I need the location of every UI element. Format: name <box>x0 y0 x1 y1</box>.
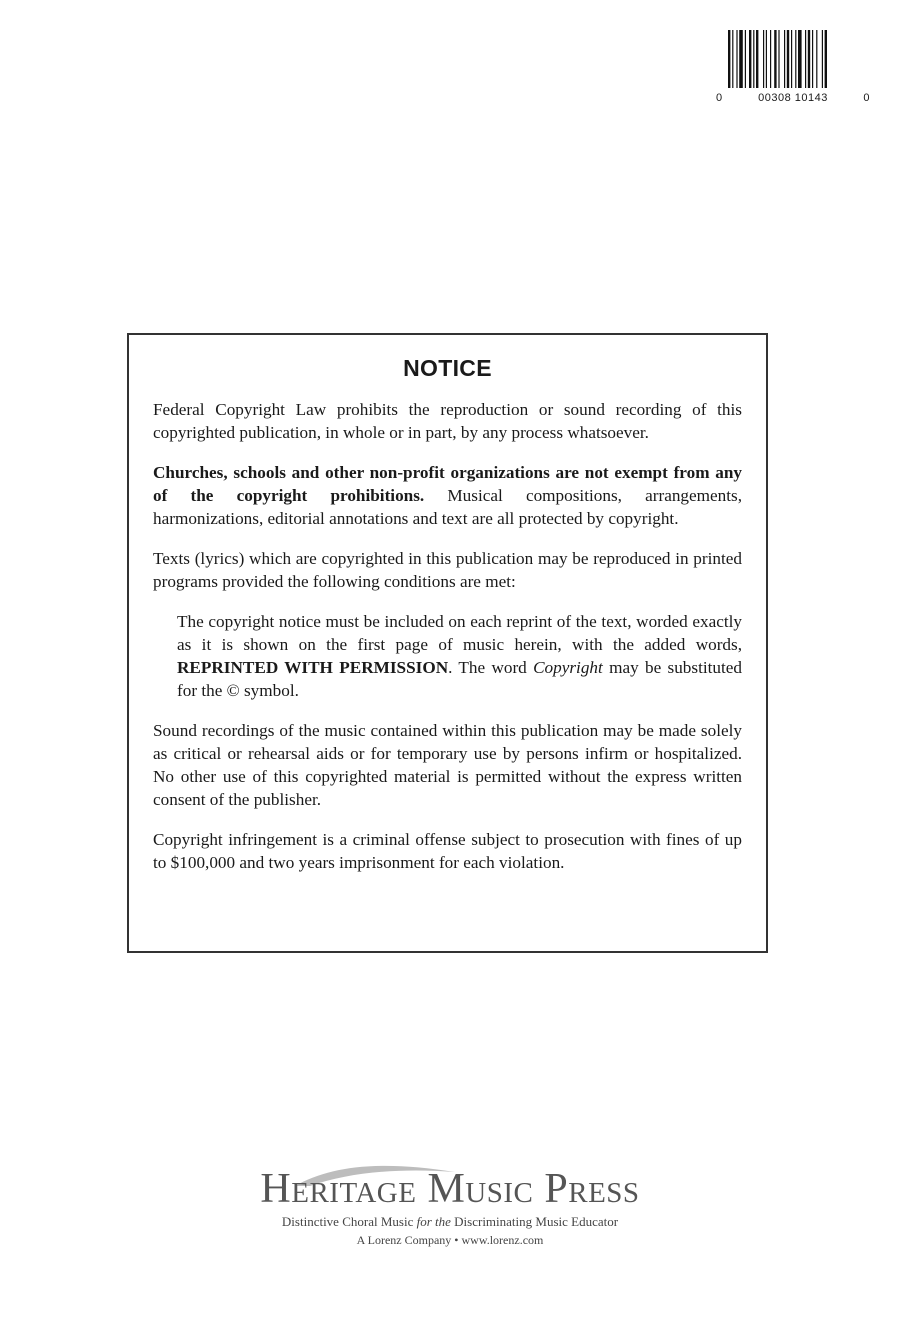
organizations-text: Musical compositions, arrangements, harmonizations, editorial annotations and text are all protected by copyright. <box>153 486 742 528</box>
notice-paragraph-conditions <box>153 610 742 702</box>
copyright-word: Copyright <box>533 658 603 677</box>
publisher-contact: A Lorenz Company • www.lorenz.com <box>356 1233 544 1248</box>
reprinted-with-permission: REPRINTED WITH PERMISSION <box>177 658 449 677</box>
publisher-tagline <box>200 1214 700 1230</box>
organizations-bold-text: Churches, schools and other non-profit organizations are not exempt from any of the copyright prohibitions. <box>153 463 742 505</box>
notice-paragraph-infringement: Copyright infringement is a criminal offense subject to prosecution with fines of up to $100,000 and two years imprisonment for each violation. <box>153 830 742 872</box>
barcode-digits <box>716 92 870 104</box>
barcode-right-digit: 0 <box>863 92 870 104</box>
notice-paragraph-law: Federal Copyright Law prohibits the reproduction or sound recording of this copyrighted publication, in whole or in part, by any process whatsoever. <box>153 400 742 442</box>
barcode <box>716 30 870 110</box>
tagline-text-b: Discriminating Music Educator <box>450 1214 619 1230</box>
barcode-middle-digits: 00308 10143 <box>758 92 828 104</box>
notice-paragraph-texts: Texts (lyrics) which are copyrighted in this publication may be reproduced in printed programs provided the following conditions are met: <box>153 549 742 591</box>
notice-paragraph-recordings: Sound recordings of the music contained within this publication may be made solely as critical or rehearsal aids or for temporary use by persons infirm or hospitalized. No other use of this copyrighted material is permitted without the express written consent of the publisher. <box>153 721 742 809</box>
notice-title: NOTICE <box>403 355 492 381</box>
barcode-bars <box>716 30 870 90</box>
barcode-left-digit: 0 <box>716 92 723 104</box>
tagline-text-a: Distinctive Choral Music <box>281 1214 417 1230</box>
conditions-text-c: may be substituted for the © symbol. <box>177 658 743 700</box>
publisher-footer <box>200 1158 700 1248</box>
copyright-notice-box <box>127 333 768 953</box>
tagline-italic: for the <box>416 1214 451 1230</box>
conditions-text-a: The copyright notice must be included on each reprint of the text, worded exactly as it is shown on the first page of music herein, with the added words, <box>177 612 742 654</box>
notice-paragraph-organizations <box>153 461 742 530</box>
conditions-text-b: . The word <box>448 658 534 677</box>
publisher-name: Heritage Music Press <box>260 1166 640 1212</box>
